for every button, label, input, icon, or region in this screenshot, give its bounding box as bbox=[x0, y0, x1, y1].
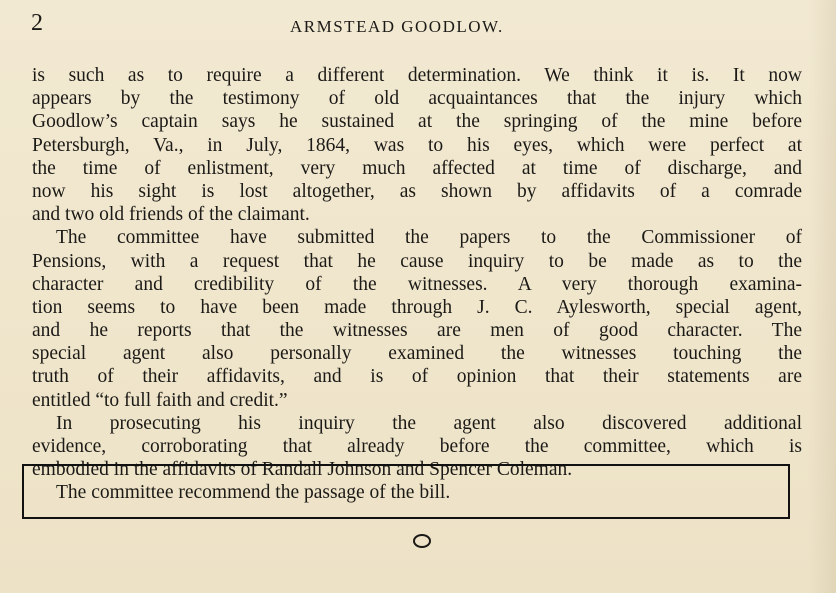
text-line: appears by the testimony of old acquaintances that the injury which bbox=[32, 88, 802, 110]
text-line: now his sight is lost altogether, as shown by affidavits of a comrade bbox=[32, 180, 802, 202]
text-line: character and credibility of the witnesses. A very thorough examina- bbox=[32, 273, 802, 295]
body-text bbox=[32, 64, 802, 505]
text-line: and two old friends of the claimant. bbox=[32, 204, 310, 226]
text-line: tion seems to have been made through J. C. Aylesworth, special agent, bbox=[32, 296, 802, 318]
text-line: The committee have submitted the papers to the Commissioner of bbox=[56, 227, 802, 249]
text-line: the time of enlistment, very much affected at time of discharge, and bbox=[32, 157, 802, 179]
text-line: In prosecuting his inquiry the agent also discovered additional bbox=[56, 412, 802, 434]
text-line: special agent also personally examined the witnesses touching the bbox=[32, 343, 802, 365]
text-line: Goodlow’s captain says he sustained at the springing of the mine before bbox=[32, 111, 802, 133]
text-line: Pensions, with a request that he cause inquiry to be made as to the bbox=[32, 250, 802, 272]
text-line: and he reports that the witnesses are men of good character. The bbox=[32, 320, 802, 342]
text-line: entitled “to full faith and credit.” bbox=[32, 389, 288, 411]
text-line: Petersburgh, Va., in July, 1864, was to his eyes, which were perfect at bbox=[32, 134, 802, 156]
text-line: is such as to require a different determination. We think it is. It now bbox=[32, 65, 802, 86]
text-line: truth of their affidavits, and is of opinion that their statements are bbox=[32, 366, 802, 388]
page-number: 2 bbox=[31, 10, 43, 36]
highlight-box bbox=[22, 464, 790, 519]
page-edge-shadow bbox=[808, 0, 836, 593]
text-line: The committee recommend the passage of the bill. bbox=[56, 482, 451, 504]
end-ornament-icon bbox=[413, 534, 431, 548]
running-head: ARMSTEAD GOODLOW. bbox=[290, 17, 504, 36]
text-line: embodied in the affidavits of Randall Johnson and Spencer Coleman. bbox=[32, 459, 573, 481]
text-line: evidence, corroborating that already before the committee, which is bbox=[32, 436, 802, 457]
